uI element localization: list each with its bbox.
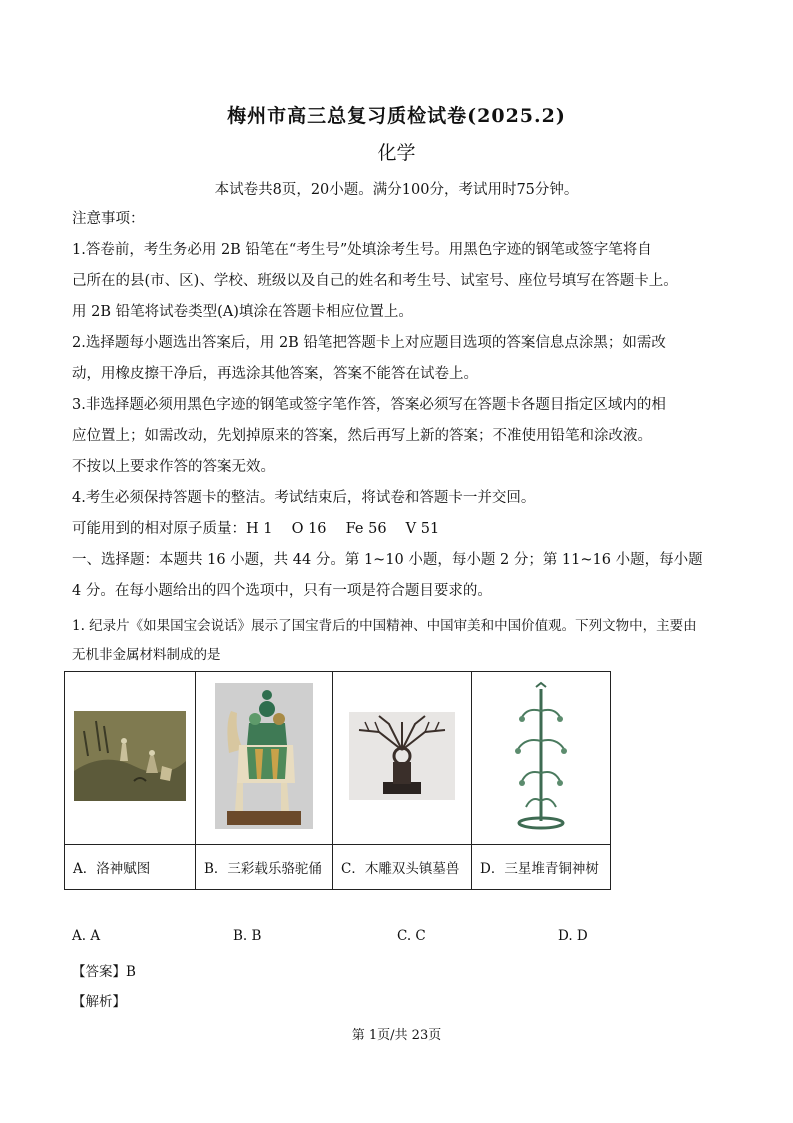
notes-section — [72, 204, 732, 607]
section-heading-cont: 4 分。在每小题给出的四个选项中，只有一项是符合题目要求的。 — [72, 583, 492, 599]
option-c-image-cell — [333, 672, 472, 845]
section-heading: 一、选择题：本题共 16 小题，共 44 分。第 1~10 小题，每小题 2 分；第 11~16 小题，每小题 — [72, 552, 703, 568]
choice-b[interactable]: B. B — [233, 928, 262, 944]
option-a-image-cell — [65, 672, 196, 845]
question-1-stem — [72, 612, 732, 670]
notes-line: 应位置上；如需改动，先划掉原来的答案，然后再写上新的答案；不准使用铅笔和涂改液。 — [72, 428, 652, 444]
page-title: 梅州市高三总复习质检试卷(2025.2) — [227, 105, 566, 127]
notes-line: 1.答卷前，考生务必用 2B 铅笔在“考生号”处填涂考生号。用黑色字迹的钢笔或签字笔将自 — [72, 242, 652, 258]
option-c-label: C．木雕双头镇墓兽 — [333, 845, 472, 890]
notes-line: 不按以上要求作答的答案无效。 — [72, 459, 275, 475]
notes-line: 己所在的县(市、区)、学校、班级以及自己的姓名和考生号、试室号、座位号填写在答题卡上。 — [72, 273, 678, 289]
painting-image — [74, 711, 186, 801]
choice-d[interactable]: D. D — [558, 928, 588, 944]
analysis-heading: 【解析】 — [72, 994, 126, 1010]
answer-text: 【答案】B — [72, 964, 136, 980]
option-d-label: D．三星堆青铜神树 — [472, 845, 611, 890]
subject-title: 化学 — [377, 142, 416, 164]
option-d-image-cell — [472, 672, 611, 845]
notes-line: 4.考生必须保持答题卡的整洁。考试结束后，将试卷和答题卡一并交回。 — [72, 490, 536, 506]
bronze-tree-image — [508, 681, 574, 831]
notes-line: 动，用橡皮擦干净后，再选涂其他答案，答案不能答在试卷上。 — [72, 366, 478, 382]
options-table — [64, 671, 611, 890]
notes-line: 用 2B 铅笔将试卷类型(A)填涂在答题卡相应位置上。 — [72, 304, 413, 320]
notes-line: 3.非选择题必须用黑色字迹的钢笔或签字笔作答，答案必须写在答题卡各题目指定区域内的相 — [72, 397, 666, 413]
page-footer: 第 1页/共 23页 — [351, 1028, 442, 1043]
exam-intro: 本试卷共8页，20小题。满分100分，考试用时75分钟。 — [214, 182, 579, 198]
choice-c[interactable]: C. C — [397, 928, 426, 944]
notes-line: 2.选择题每小题选出答案后，用 2B 铅笔把答题卡上对应题目选项的答案信息点涂黑；如需改 — [72, 335, 666, 351]
camel-figurine-image — [215, 683, 313, 829]
notes-heading: 注意事项： — [72, 211, 145, 227]
wood-carving-image — [349, 712, 455, 800]
option-a-label: A．洛神赋图 — [65, 845, 196, 890]
option-b-label: B．三彩载乐骆驼俑 — [196, 845, 333, 890]
choice-a[interactable]: A. A — [72, 928, 101, 944]
question-stem-line: 1. 纪录片《如果国宝会说话》展示了国宝背后的中国精神、中国审美和中国价值观。下列文物中，主要由 — [72, 618, 697, 634]
option-b-image-cell — [196, 672, 333, 845]
question-stem-line: 无机非金属材料制成的是 — [72, 647, 221, 663]
atomic-mass-line: 可能用到的相对原子质量：H 1 O 16 Fe 56 V 51 — [72, 521, 440, 537]
